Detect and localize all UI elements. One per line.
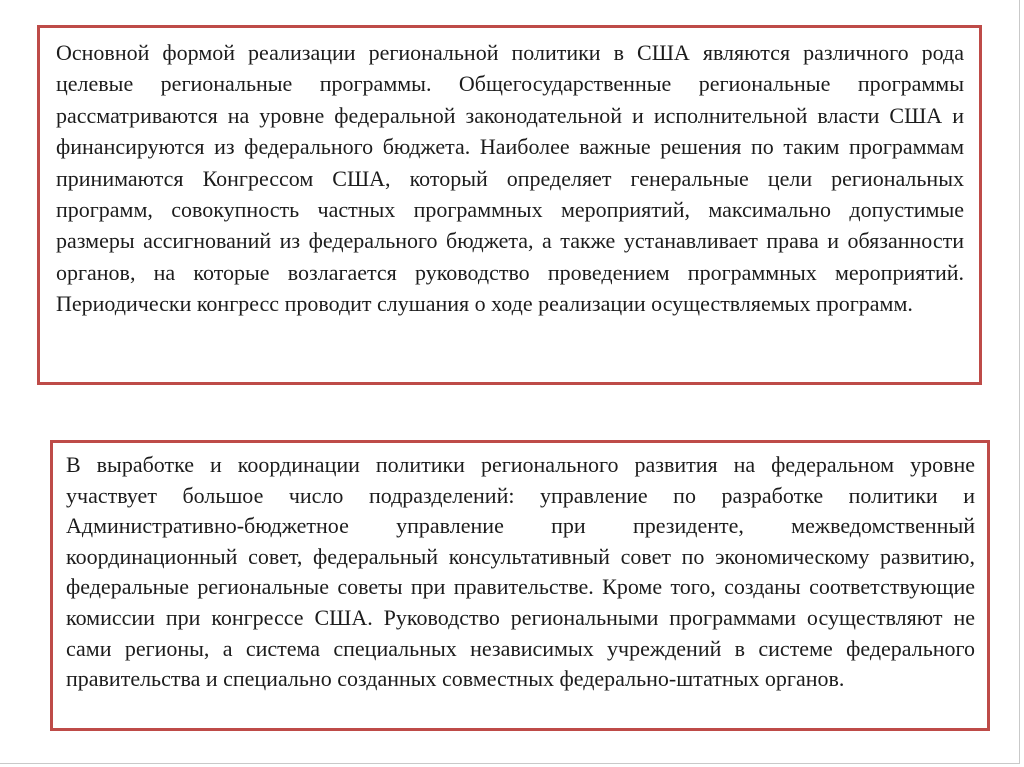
- paragraph-policy-coordination: В выработке и координации политики регионального развития на федеральном уровне участвует большое число подразделений: управление по разработке политики и Административно-бюджетное управление при президенте, межведомственный координационный совет, федеральный консультативный совет по экономическому развитию, федеральные региональные советы при правительстве. Кроме того, созданы соответствующие комиссии при конгрессе США. Руководство региональными программами осуществляют не сами регионы, а система специальных независимых учреждений в системе федерального правительства и специально созданных совместных федерально-штатных органов.: [66, 452, 975, 692]
- paragraph-regional-programs: Основной формой реализации региональной политики в США являются различного рода целевые региональные программы. Общегосударственные региональные программы рассматриваются на уровне федеральной законодательной и исполнительной власти США и финансируются из федерального бюджета. Наиболее важные решения по таким программам принимаются Конгрессом США, который определяет генеральные цели региональных программ, совокупность частных программных мероприятий, максимально допустимые размеры ассигнований из федерального бюджета, а также устанавливает права и обязанности органов, на которые возлагается руководство проведением программных мероприятий. Периодически конгресс проводит слушания о ходе реализации осуществляемых программ.: [56, 40, 964, 317]
- text-box-policy-coordination: [50, 440, 990, 731]
- text-box-regional-programs: [37, 25, 982, 385]
